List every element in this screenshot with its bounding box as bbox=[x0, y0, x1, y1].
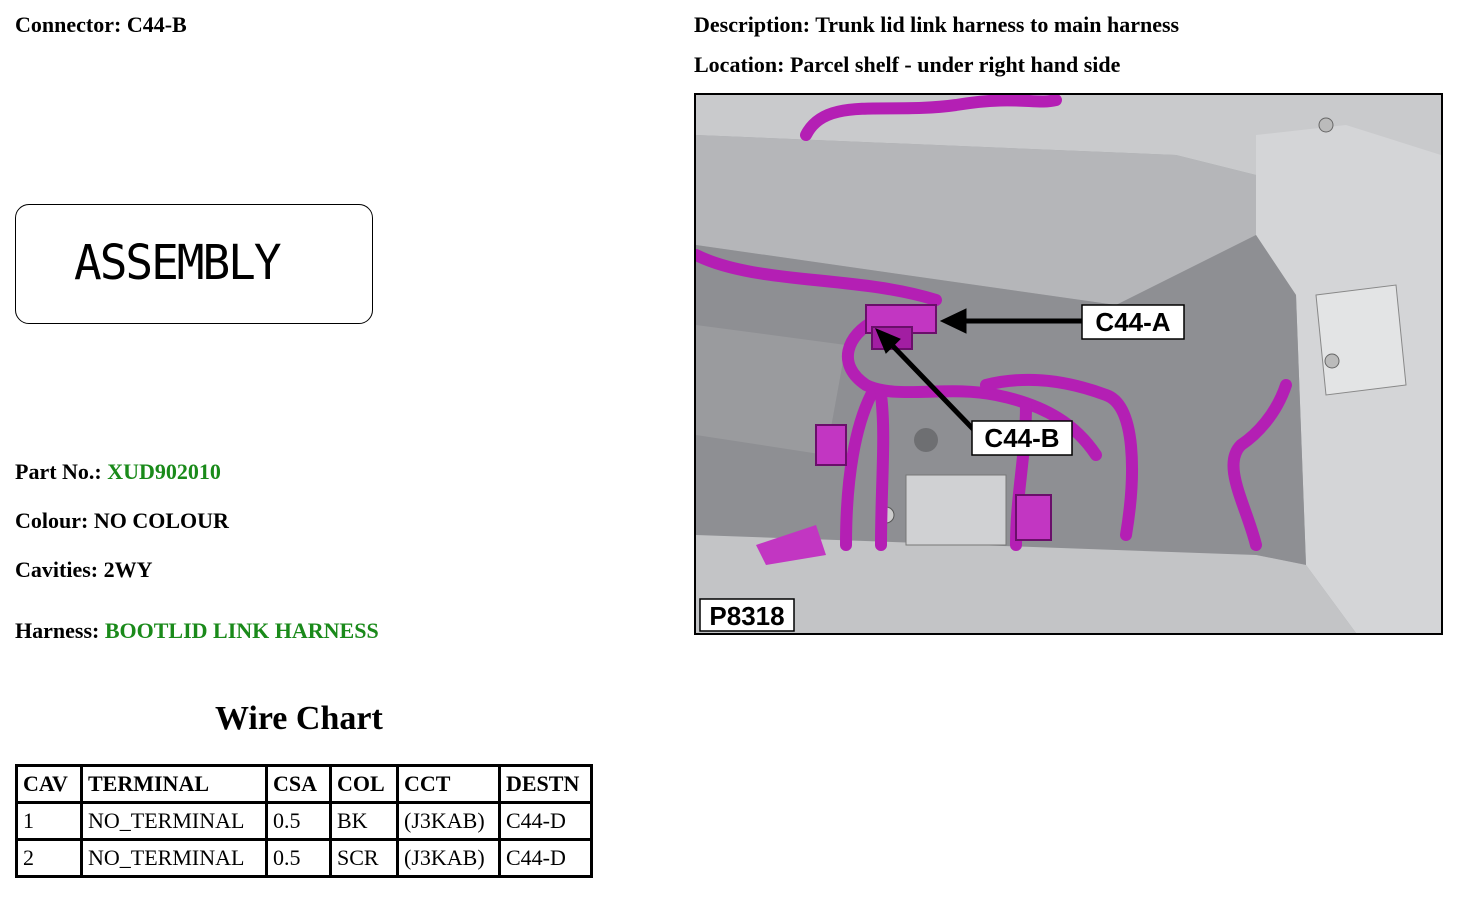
location-value: Parcel shelf - under right hand side bbox=[789, 52, 1121, 77]
cell-csa: 0.5 bbox=[267, 803, 331, 840]
trunk-illustration bbox=[696, 95, 1441, 633]
description-value: Trunk lid link harness to main harness bbox=[815, 12, 1180, 37]
colour-line bbox=[15, 508, 229, 534]
figure-id: P8318 bbox=[709, 601, 785, 631]
col-terminal-header: TERMINAL bbox=[82, 766, 267, 803]
colour-label: Colour: bbox=[15, 508, 89, 533]
cell-cct: (J3KAB) bbox=[398, 840, 500, 877]
col-col-header: COL bbox=[331, 766, 398, 803]
part-number-label: Part No.: bbox=[15, 459, 102, 484]
wire-chart-header-row bbox=[17, 766, 592, 803]
cell-csa: 0.5 bbox=[267, 840, 331, 877]
cell-terminal: NO_TERMINAL bbox=[82, 840, 267, 877]
wire-chart-table bbox=[15, 764, 593, 878]
cell-col: BK bbox=[331, 803, 398, 840]
table-row bbox=[17, 840, 592, 877]
harness-link[interactable]: BOOTLID LINK HARNESS bbox=[104, 618, 379, 643]
cell-cav: 2 bbox=[17, 840, 82, 877]
callout-c44-a: C44-A bbox=[1095, 307, 1171, 337]
cell-cct: (J3KAB) bbox=[398, 803, 500, 840]
connector-label: Connector: bbox=[15, 12, 122, 37]
assembly-box bbox=[15, 204, 373, 324]
cell-cav: 1 bbox=[17, 803, 82, 840]
location-line bbox=[694, 52, 1120, 78]
connector-line bbox=[15, 12, 187, 38]
table-row bbox=[17, 803, 592, 840]
wire-chart-title: Wire Chart bbox=[215, 700, 383, 737]
cell-destn: C44-D bbox=[500, 803, 592, 840]
description-line bbox=[694, 12, 1179, 38]
part-number-link[interactable]: XUD902010 bbox=[107, 459, 221, 484]
cell-col: SCR bbox=[331, 840, 398, 877]
description-label: Description: bbox=[694, 12, 811, 37]
col-csa-header: CSA bbox=[267, 766, 331, 803]
harness-label: Harness: bbox=[15, 618, 100, 643]
location-photo bbox=[694, 93, 1443, 635]
connector-value: C44-B bbox=[126, 12, 187, 37]
col-cct-header: CCT bbox=[398, 766, 500, 803]
colour-value: NO COLOUR bbox=[93, 508, 229, 533]
cavities-label: Cavities: bbox=[15, 557, 99, 582]
harness-line bbox=[15, 618, 379, 644]
col-cav-header: CAV bbox=[17, 766, 82, 803]
callout-c44-b: C44-B bbox=[984, 423, 1060, 453]
cavities-line bbox=[15, 557, 152, 583]
part-number-line bbox=[15, 459, 221, 485]
cell-terminal: NO_TERMINAL bbox=[82, 803, 267, 840]
cavities-value: 2WY bbox=[103, 557, 153, 582]
assembly-text: ASSEMBLY bbox=[74, 233, 280, 291]
col-destn-header: DESTN bbox=[500, 766, 592, 803]
cell-destn: C44-D bbox=[500, 840, 592, 877]
location-label: Location: bbox=[694, 52, 785, 77]
